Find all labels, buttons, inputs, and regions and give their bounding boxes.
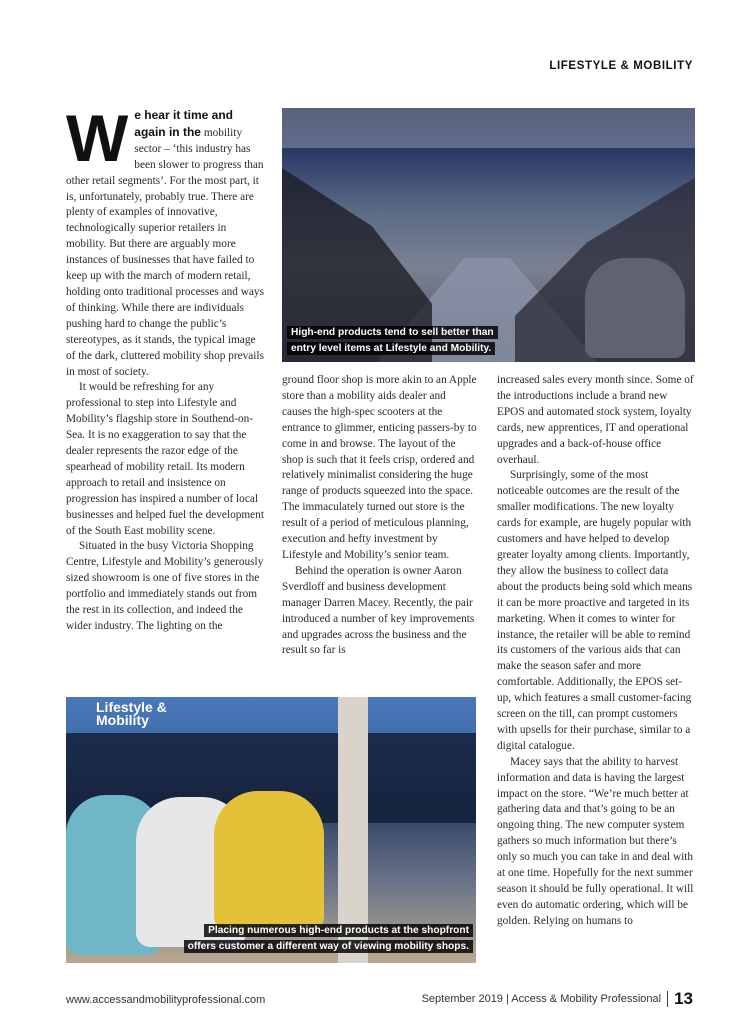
- showroom-interior-photo: [282, 108, 695, 362]
- drop-cap: W: [66, 101, 129, 175]
- ceiling-lights: [282, 108, 695, 148]
- article-column-1: [66, 101, 264, 635]
- article-paragraph: Behind the operation is owner Aaron Sverdloff and business development manager Darren Macey. Recently, the pair introduced a number of key improvements and upgrades across the business and the result so far is: [282, 564, 475, 657]
- page-number: 13: [674, 989, 693, 1008]
- article-paragraph: increased sales every month since. Some of the introductions include a brand new EPOS and automated stock system, loyalty cards, new apprentices, IT and operational upgrades and a back-of-house office overhaul.: [497, 374, 694, 466]
- paragraph-text: mobility sector – ‘this industry has been slower to progress than other retail segments’. For the most part, it is, unfortunately, probably true. There are plenty of examples of innovative, technologically superior retailers in mobility. But there are arguably more instances of businesses that have failed to keep up with the march of modern retail, holding onto traditional processes and ways of thinking. While there are individuals pushing hard to change the public’s stereotypes, as it stands, the typical image of the dark, cluttered mobility shop prevails in most of society.: [66, 126, 264, 378]
- mobility-scooter: [585, 258, 685, 358]
- article-column-2: [282, 373, 478, 659]
- photo-caption: Placing numerous high-end products at the shopfront offers customer a different way of viewing mobility shops.: [183, 923, 473, 955]
- article-paragraph: [66, 101, 264, 380]
- shopfront-photo: [66, 697, 476, 963]
- article-paragraph: ground floor shop is more akin to an Apple store than a mobility aids dealer and causes the high-spec scooters at the entrance to glimmer, enticing passers-by to come in and browse. The layout of the shop is such that it feels crisp, ordered and relatively minimalist considering the huge range of products squeezed into the space. The immaculately turned out store is the result of a period of meticulous planning, execution and hefty investment by Lifestyle and Mobility’s senior team.: [282, 374, 477, 561]
- section-label: LIFESTYLE & MOBILITY: [549, 60, 693, 72]
- footer-issue: [422, 989, 693, 1009]
- article-paragraph: Macey says that the ability to harvest information and data is having the largest impact on the store. “We’re much better at gathering data and that’s going to be an ongoing thing. The new computer system gathers so much information but there’s only so much you can take in and deal with at one time. Hopefully for the next summer season it should be fully operational. It will even do automatic ordering, which will be golden. Relying on humans to: [497, 755, 694, 927]
- article-paragraph: Situated in the busy Victoria Shopping Centre, Lifestyle and Mobility’s generously sized showroom is one of five stores in the portfolio and immediately stands out from the rest in its collection, and indeed the wider industry. The lighting on the: [66, 540, 264, 632]
- lead-in: e hear it time and again in the: [134, 108, 233, 139]
- issue-info: September 2019 | Access & Mobility Professional: [421, 993, 662, 1005]
- footer-divider: [667, 991, 668, 1007]
- mobility-car-yellow: [214, 791, 324, 931]
- footer-url: www.accessandmobilityprofessional.com: [66, 994, 266, 1006]
- article-paragraph: Surprisingly, some of the most noticeable outcomes are the result of the smaller modifications. The new loyalty cards for example, are hugely popular with customers and have helped to develop greater loyalty among clients. Importantly, they allow the business to collect data about the products being sold which means it can be more proactive and targeted in its marketing. When it comes to winter for instance, the retailer will be able to remind its customers of the various aids that can make the season safer and more comfortable. Additionally, the EPOS set-up, which features a small customer-facing screen on the till, can prompt customers with upsells for their purchase, similar to a digital catalogue.: [497, 469, 693, 752]
- photo-caption: High-end products tend to sell better than entry level items at Lifestyle and Mobility.: [287, 325, 507, 357]
- article-paragraph: It would be refreshing for any professional to step into Lifestyle and Mobility’s flagship store in Southend-on-Sea. It is no exaggeration to say that the dealer represents the razor edge of the spearhead of mobility retail. Its modern approach to retail and insistence on progression has inspired a number of local businesses and helped fuel the development of the South East mobility scene.: [66, 381, 264, 537]
- store-sign: Lifestyle & Mobility: [96, 699, 167, 728]
- article-column-3: [497, 373, 695, 930]
